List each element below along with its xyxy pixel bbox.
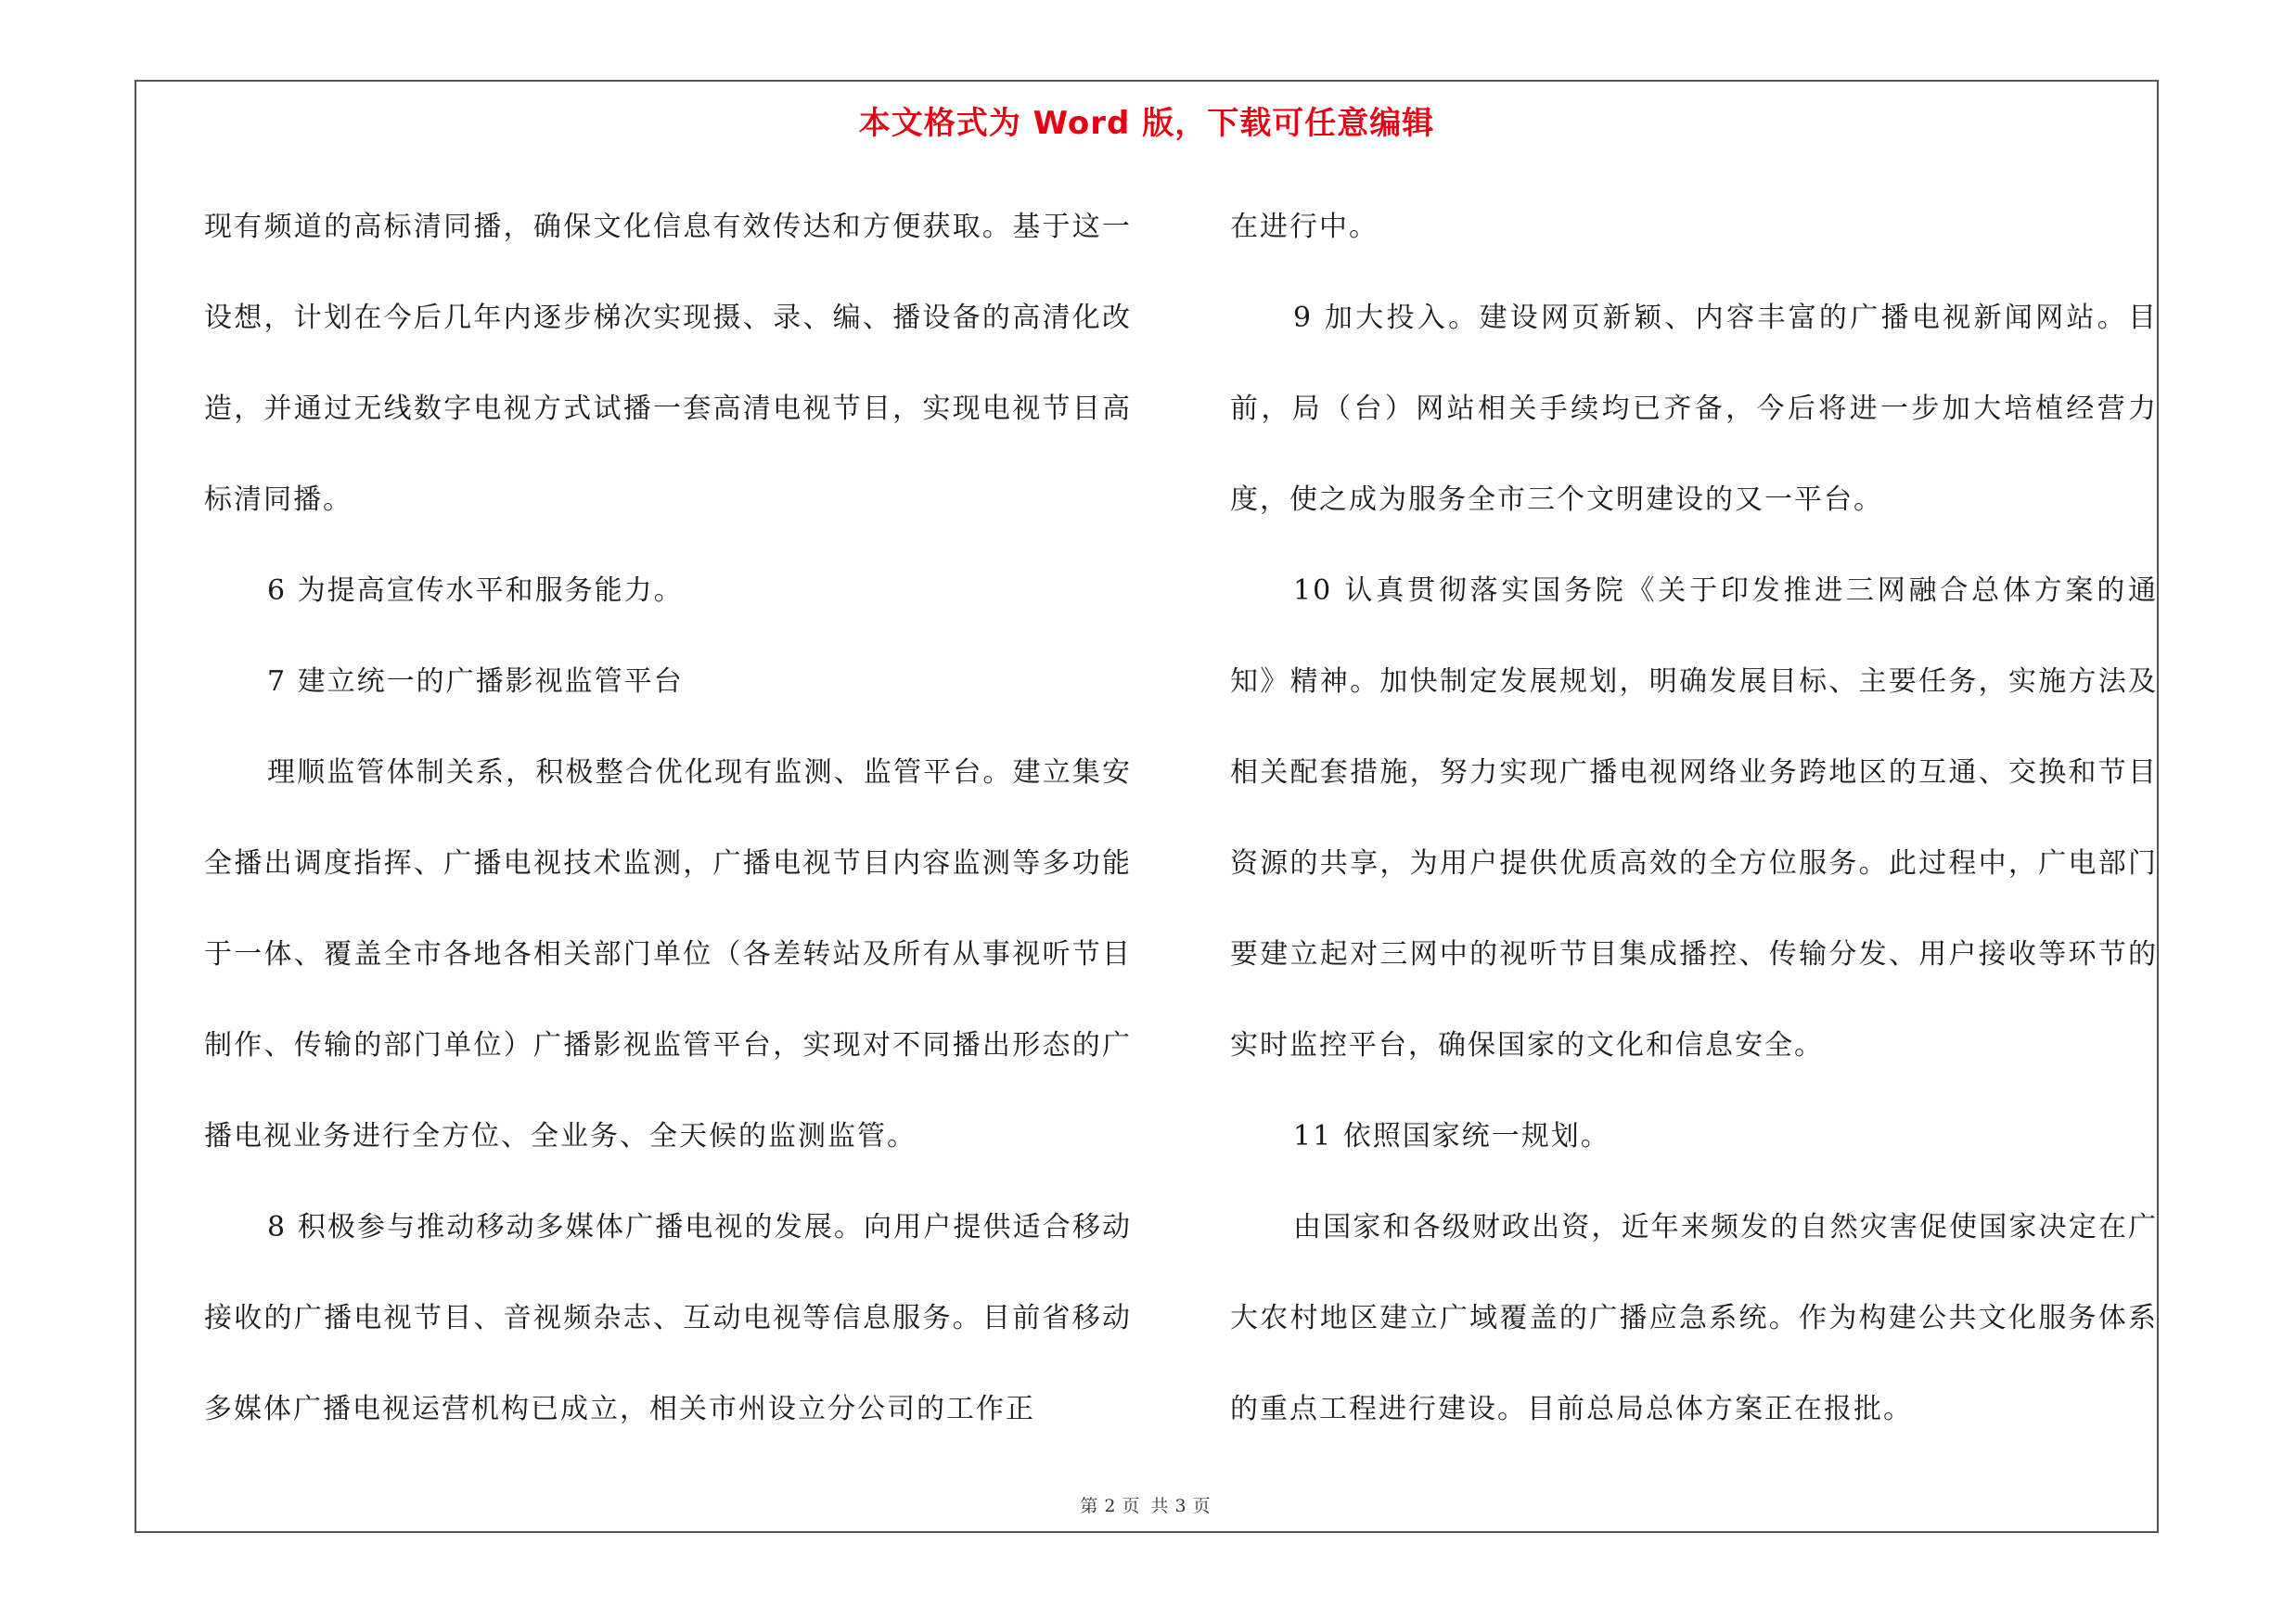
page-frame [135,80,2159,1533]
footer-total-pages: 3 [1174,1496,1189,1516]
page-footer [136,1492,2157,1520]
paragraph: 理顺监管体制关系，积极整合优化现有监测、监管平台。建立集安全播出调度指挥、广播电视技术监测，广播电视节目内容监测等多功能于一体、覆盖全市各地各相关部门单位（各差转站及所有从事视听节目制作、传输的部门单位）广播影视监管平台，实现对不同播出形态的广播电视业务进行全方位、全业务、全天候的监测监管。 [204,756,1132,1153]
left-column [204,182,1132,1455]
paragraph: 由国家和各级财政出资，近年来频发的自然灾害促使国家决定在广大农村地区建立广域覆盖的广播应急系统。作为构建公共文化服务体系的重点工程进行建设。目前总局总体方案正在报批。 [1230,1211,2158,1425]
paragraph: 8 积极参与推动移动多媒体广播电视的发展。向用户提供适合移动接收的广播电视节目、音视频杂志、互动电视等信息服务。目前省移动多媒体广播电视运营机构已成立，相关市州设立分公司的工作正 [204,1211,1132,1425]
paragraph: 现有频道的高标清同播，确保文化信息有效传达和方便获取。基于这一设想，计划在今后几年内逐步梯次实现摄、录、编、播设备的高清化改造，并通过无线数字电视方式试播一套高清电视节目，实现电视节目高标清同播。 [204,211,1132,516]
paragraph: 9 加大投入。建设网页新颖、内容丰富的广播电视新闻网站。目前，局（台）网站相关手续均已齐备，今后将进一步加大培植经营力度，使之成为服务全市三个文明建设的又一平台。 [1230,302,2158,516]
paragraph: 6 为提高宣传水平和服务能力。 [267,574,684,607]
paragraph: 10 认真贯彻落实国务院《关于印发推进三网融合总体方案的通知》精神。加快制定发展规划，明确发展目标、主要任务，实施方法及相关配套措施，努力实现广播电视网络业务跨地区的互通、交换和节目资源的共享，为用户提供优质高效的全方位服务。此过程中，广电部门要建立起对三网中的视听节目集成播控、传输分发、用户接收等环节的实时监控平台，确保国家的文化和信息安全。 [1230,574,2158,1062]
paragraph: 在进行中。 [1230,211,1379,243]
footer-current-page: 2 [1104,1496,1119,1516]
header-banner: 本文格式为 Word 版，下载可任意编辑 [858,105,1435,142]
paragraph: 11 依照国家统一规划。 [1293,1120,1610,1153]
footer-prefix: 第 [1080,1496,1101,1516]
footer-middle: 页 共 [1122,1496,1172,1516]
paragraph: 7 建立统一的广播影视监管平台 [267,665,684,698]
footer-suffix: 页 [1192,1496,1213,1516]
right-column [1230,182,2158,1455]
